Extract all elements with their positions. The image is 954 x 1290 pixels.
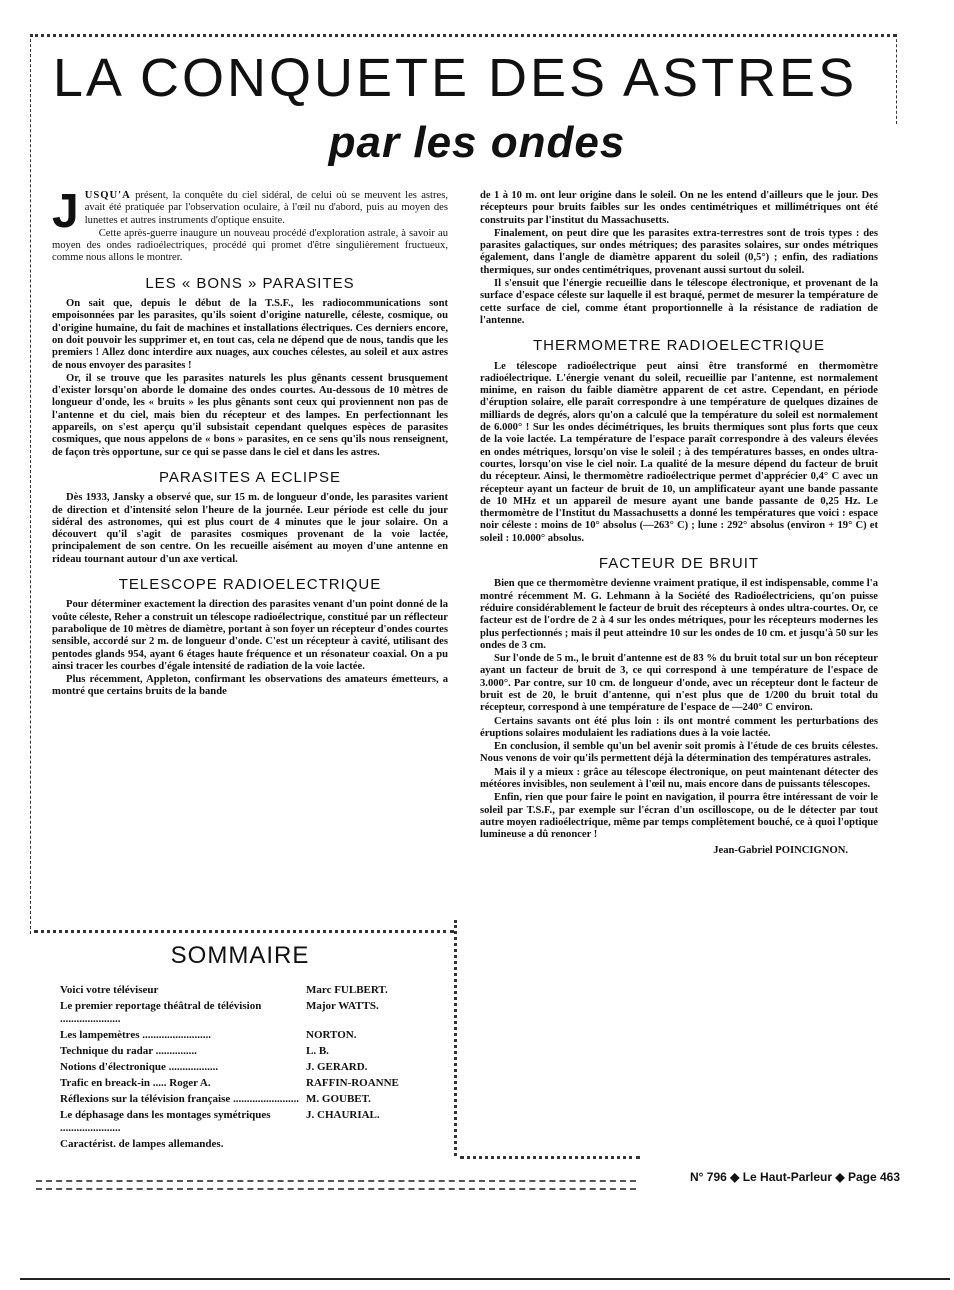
page-footer: N° 796 ◆ Le Haut-Parleur ◆ Page 463	[689, 1170, 900, 1184]
sommaire-item: Caractérist. de lampes allemandes.	[60, 1138, 224, 1150]
heading-facteur-bruit: FACTEUR DE BRUIT	[598, 555, 760, 573]
intro-text: présent, la conquête du ciel sidéral, de celui où se meuvent les astres, avait été pratiquée par l'observation oculaire, à l'œil nu d'abord, puis au moyen des lunettes et autres instruments d'optique ensuite.	[84, 190, 448, 226]
heading-bons-parasites: LES « BONS » PARASITES	[145, 274, 355, 292]
drop-cap: J	[52, 185, 79, 238]
left-border	[30, 34, 31, 934]
author-signature: Jean-Gabriel POINCIGNON.	[713, 844, 848, 856]
paragraph: Plus récemment, Appleton, confirmant les observations des amateurs émetteurs, a montré que certains bruits de la bande	[52, 674, 448, 698]
article-subtitle: par les ondes	[328, 118, 626, 167]
paragraph: Mais il y a mieux : grâce au télescope électronique, on peut maintenant détecter des météores invisibles, non seulement à l'œil nu, mais encore dans de puissants télescopes.	[480, 766, 878, 791]
heading-telescope: TELESCOPE RADIOELECTRIQUE	[118, 576, 382, 594]
paragraph: Dès 1933, Jansky a observé que, sur 15 m. de longueur d'onde, les parasites varient de direction et d'intensité selon l'heure de la journée. Leur période est celle du jour sidéral des astronomes, qui est plus court de 4 minutes que le jour solaire. On a découvert qu'il s'agit de parasites cosmiques provenant de la voie lactée, principalement de son centre. On les recueille aisément au moyen d'une antenne en rideau tournant autour d'un axe vertical.	[52, 492, 448, 565]
paragraph: Le télescope radioélectrique peut ainsi être transformé en thermomètre radioélectrique. L'énergie venant du soleil, recueillie par l'antenne, est normalement minime, en raison du faible diamètre apparent de cet astre. Cependant, en période d'éruption solaire, elle paraît correspondre à une température de quelques dizaines de milliards de degrés, alors qu'on a calculé que la température du soleil est normalement de 6.000° ! Sur les ondes décimétriques, les bruits thermiques sont plus forts que ceux de la voie lactée. La température de l'espace paraît correspondre à des valeurs élevées en ondes métriques, lorsqu'on vise le soleil ; à des températures basses, en ondes ultra-courtes, lorsqu'on vise le ciel noir. La qualité de la mesure dépend du facteur de bruit du récepteur. Ainsi, le thermomètre radioélectrique permet d'apprécier 0,4° C avec un récepteur ayant un facteur de bruit de 10, un amplificateur ayant une bande passante de 10 MHz et un appareil de mesure ayant une bande passante de 0,25 Hz. Le thermomètre de l'Institut du Massachusetts a donné les températures que voici : espace noir céleste : moins de 10° absolus (—263° C) ; lune : 292° absolus (environ + 19° C) et soleil : 10.000° absolus.	[480, 360, 878, 544]
sommaire-item: Réflexions sur la télévision française ........................ M. GOUBET.	[60, 1093, 371, 1105]
left-column	[52, 185, 448, 700]
heading-thermometre: THERMOMETRE RADIOELECTRIQUE	[532, 337, 826, 355]
intro-lead: USQU'A	[84, 190, 131, 201]
heading-parasites-eclipse: PARASITES A ECLIPSE	[158, 468, 342, 486]
paragraph: Certains savants ont été plus loin : ils ont montré comment les perturbations des éruptions solaires modulaient les radiations dues à la voie lactée.	[480, 715, 878, 739]
paragraph: Pour déterminer exactement la direction des parasites venant d'un point donné de la voûte céleste, Reher a construit un télescope radioélectrique, constitué par un réflecteur parabolique de 10 mètres de diamètre, portant à son foyer un récepteur d'ondes courtes sensible, accordé sur 2 m. de longueur d'onde. C'est un récepteur à cavité, utilisant des pentodes glands 954, ayant 6 étages haute fréquence et un résonateur coaxial. On a pu ainsi tracer les courbes d'égale intensité de radiation de la voie lactée.	[52, 599, 448, 672]
sommaire-item: Voici votre téléviseur Marc FULBERT.	[60, 984, 388, 996]
sommaire-item: Le déphasage dans les montages symétriques ...................... J. CHAURIAL.	[60, 1109, 380, 1134]
sommaire-list	[60, 984, 450, 1154]
paragraph: Finalement, on peut dire que les parasites extra-terrestres sont de trois types : des parasites galactiques, sur ondes métriques; des parasites solaires, sur ondes métriques également, dans l'angle de diamètre apparent du soleil (0,5°) ; enfin, des radiations thermiques, sur ondes centimétriques, provenant aussi surtout du soleil.	[480, 227, 878, 276]
intro-paragraph-2: Cette après-guerre inaugure un nouveau procédé d'exploration astrale, à savoir au moyen des ondes radioélectriques, procédé qui promet d'être singulièrement fructueux, comme nous allons le montrer.	[52, 227, 448, 264]
paragraph: Bien que ce thermomètre devienne vraiment pratique, il est indispensable, comme l'a montré récemment M. G. Lehmann à la Société des Radioélectriciens, qu'on puisse réduire considérablement le facteur de bruit des récepteurs à ondes ultra-courtes. Or, ce facteur est de l'ordre de 2 à 4 sur les ondes métriques, pour les récepteurs modernes les plus perfectionnés ; mais il peut atteindre 10 sur les ondes de 10 cm. et jusqu'à 50 sur les ondes de 3 cm.	[480, 578, 878, 651]
sommaire-item: Trafic en breack-in ..... Roger A. RAFFIN-ROANNE	[60, 1077, 399, 1089]
footer-rule	[36, 1180, 636, 1182]
paragraph: Enfin, rien que pour faire le point en navigation, il pourra être intéressant de voir le soleil par T.S.F., par exemple sur l'écran d'un oscilloscope, ou de le détecter par tout autre moyen radioélectrique, même par temps complètement bouché, ce à quoi l'optique lumineuse a dû renoncer !	[480, 792, 878, 841]
top-border	[30, 34, 896, 37]
column-bottom-border	[460, 1156, 640, 1159]
sommaire-title: SOMMAIRE	[170, 942, 310, 969]
sommaire-item: Le premier reportage théâtral de télévision ...................... Major WATTS.	[60, 1000, 379, 1025]
sommaire-top-border	[34, 930, 454, 933]
footer-rule	[36, 1188, 636, 1190]
bottom-rule	[20, 1278, 950, 1280]
sommaire-item: Notions d'électronique .................. J. GERARD.	[60, 1061, 368, 1073]
right-border	[896, 34, 897, 124]
sommaire-right-border	[454, 920, 457, 1156]
intro-paragraph	[52, 185, 448, 238]
paragraph: Or, il se trouve que les parasites naturels les plus gênants cessent brusquement d'exister lorsqu'on aborde le domaine des ondes courtes. Au-dessous de 10 mètres de longueur d'onde, les « bruits » les plus gênants sont ceux qui proviennent non pas de l'antenne et du ciel, mais bien du récepteur et des lampes. En perfectionnant les appareils, on s'est aperçu qu'il subsistait cependant quelques espèces de parasites cosmiques, que nous appelons de « bons » parasites, en ce sens qu'ils nous renseignent, de façon très opportune, sur ce qui se passe dans le ciel et dans les astres.	[52, 372, 448, 458]
paragraph: de 1 à 10 m. ont leur origine dans le soleil. On ne les entend d'ailleurs que le jour. Des récepteurs pour bruits faibles sur les ondes centimétriques et millimétriques ont été construits par l'institut du Massachusetts.	[480, 190, 878, 226]
paragraph: Il s'ensuit que l'énergie recueillie dans le télescope électronique, et provenant de la surface d'espace céleste sur laquelle il est braqué, permet de mesurer la température de cette surface de ciel, comme étant proportionnelle à la résistance de radiation de l'antenne.	[480, 278, 878, 326]
sommaire-item: Les lampemètres ......................... NORTON.	[60, 1029, 357, 1041]
right-column	[480, 190, 878, 857]
paragraph: On sait que, depuis le début de la T.S.F., les radiocommunications sont empoisonnées par les parasites, qu'ils soient d'origine naturelle, céleste, cosmique, ou d'origine humaine, du fait de machines et installations électriques. Ces derniers encore, on doit pouvoir les supprimer et, en tout cas, cela ne dépend que de nous, tandis que les premiers ! Allez donc interdire aux nuages, aux couches célestes, au soleil et aux astres de nous envoyer des parasites !	[52, 298, 448, 371]
sommaire-item: Technique du radar ............... L. B.	[60, 1045, 329, 1057]
paragraph: Sur l'onde de 5 m., le bruit d'antenne est de 83 % du bruit total sur un bon récepteur ayant un facteur de bruit de 3, ce qui correspond à une température de l'espace de 3.000°. Par contre, sur 10 cm. de longueur d'onde, avec un récepteur dont le facteur de bruit est de 20, le bruit d'antenne, qui n'est plus que de 1/200 du bruit total du récepteur, correspond à une température de l'espace de —240° C environ.	[480, 653, 878, 714]
article-title: LA CONQUETE DES ASTRES	[52, 48, 858, 108]
paragraph: En conclusion, il semble qu'un bel avenir soit promis à l'étude de ces bruits célestes. Nous venons de voir qu'ils permettent déjà la détermination des températures astrales.	[480, 741, 878, 765]
